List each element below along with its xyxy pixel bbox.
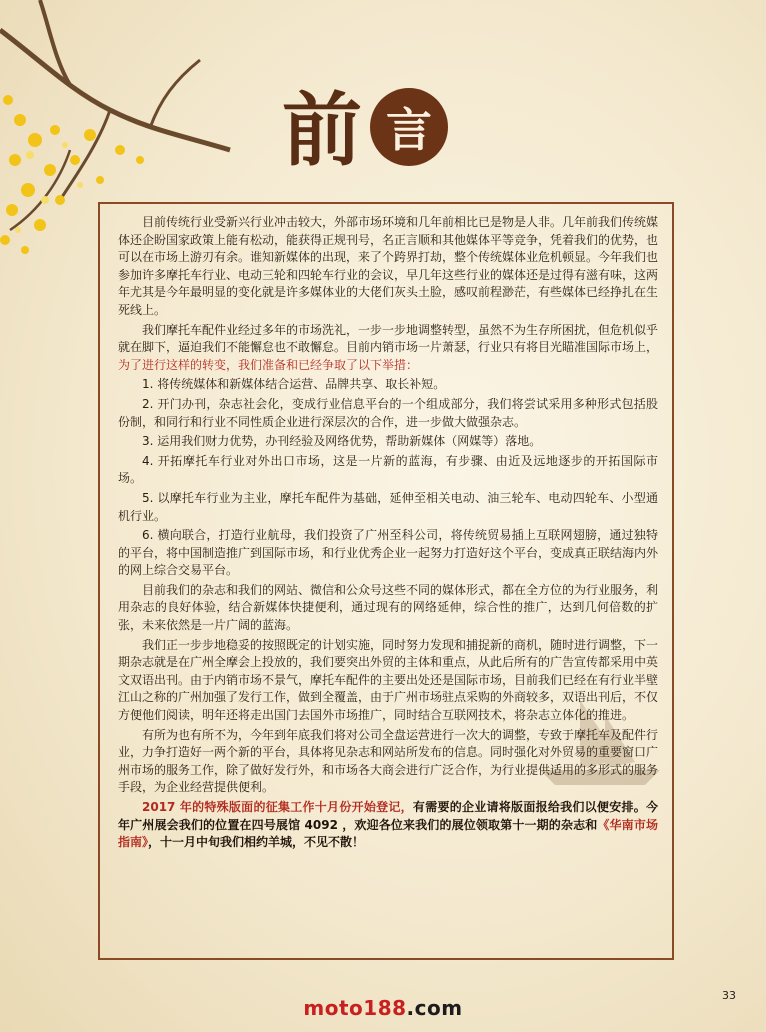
list-item: 6. 横向联合，打造行业航母，我们投资了广州至科公司，将传统贸易插上互联网翅膀，通过独特的平台，将中国制造推广到国际市场，和行业优秀企业一起努力打造好这个平台，变成真正联结海内外的网上综合交易平台。 — [118, 528, 659, 578]
title-char-qian: 前 — [282, 83, 362, 177]
list-item: 4. 开拓摩托车行业对外出口市场，这是一片新的蓝海，有步骤、由近及远地逐步的开拓国际市场。 — [118, 453, 658, 486]
preface-body — [118, 214, 658, 854]
paragraph-5: 有所为也有所不为，今年到年底我们将对公司全盘运营进行一次大的调整，专致于摩托车及配件行业，力争打造好一两个新的平台，具体将见杂志和网站所发布的信息。同时强化对外贸易的重要窗口广州市场的服务工作，除了做好发行外，和市场各大商会进行广泛合作，为行业提供适用的多形式的服务手段，为企业经营提供便利。 — [118, 727, 659, 795]
paragraph-2 — [118, 322, 658, 375]
website-name: moto188 — [303, 996, 407, 1020]
announcement-paragraph — [118, 799, 658, 852]
page-number: 33 — [722, 989, 736, 1002]
paragraph-2-text: 我们摩托车配件业经过多年的市场洗礼，一步一步地调整转型，虽然不为生存所困扰，但危机似乎就在脚下，逼迫我们不能懈怠也不敢懈怠。目前内销市场一片萧瑟，行业只有将目光瞄准国际市场上， — [118, 322, 659, 355]
announcement-red-2: 《华南市场指南》 — [118, 817, 658, 850]
announcement-text-1: 有需要的企业请将版面报给我们以便安排。今年广州展会我们的位置在四号展馆 4092 ，欢迎各位来我们的展位领取第十一期的杂志和 — [118, 800, 658, 832]
list-item: 2. 开门办刊，杂志社会化，变成行业信息平台的一个组成部分，我们将尝试采用多种形式包括股份制，和同行和行业不同性质企业进行深层次的合作，进一步做大做强杂志。 — [118, 396, 658, 429]
paragraph-4: 我们正一步步地稳妥的按照既定的计划实施，同时努力发现和捕捉新的商机，随时进行调整，下一期杂志就是在广州全摩会上投放的，我们要突出外贸的主体和重点，从此后所有的广告宣传都采用中英文双语出刊。由于内销市场不景气，摩托车配件的主要出处还是国际市场，目前我们已经在有行业半壁江山之称的广州加强了发行工作，做到全覆盖，由于广州市场驻点采购的外商较多，双语出刊后，不仅方便他们阅读，明年还将走出国门去国外市场推广，同时结合互联网技术，将杂志立体化的推进。 — [118, 637, 659, 723]
announcement-red-1: 2017 年的特殊版面的征集工作十月份开始登记， — [142, 800, 413, 814]
list-item: 5. 以摩托车行业为主业，摩托车配件为基础，延伸至相关电动、油三轮车、电动四轮车、小型通机行业。 — [118, 490, 658, 523]
paragraph-2-highlight: 为了进行这样的转变，我们准备和已经争取了以下举措： — [118, 357, 419, 372]
website-footer[interactable] — [0, 996, 766, 1020]
list-item: 1. 将传统媒体和新媒体结合运营、品牌共享、取长补短。 — [142, 377, 446, 392]
announcement-text-2: ，十一月中旬我们相约羊城，不见不散！ — [148, 835, 365, 850]
paragraph-3: 目前我们的杂志和我们的网站、微信和公众号这些不同的媒体形式，都在全方位的为行业服务，利用杂志的良好体验，结合新媒体快捷便利，通过现有的网络延伸，综合性的推广，达到几何倍数的扩张，未来依然是一片广阔的蓝海。 — [118, 582, 659, 633]
website-domain: .com — [406, 996, 463, 1020]
list-item: 3. 运用我们财力优势，办刊经验及网络优势，帮助新媒体（网媒等）落地。 — [142, 434, 542, 449]
title-char-yan-badge: 言 — [370, 88, 448, 166]
page-title — [282, 83, 448, 177]
paragraph-1: 目前传统行业受新兴行业冲击较大，外部市场环境和几年前相比已是物是人非。几年前我们传统媒体还企盼国家政策上能有松动，能获得正规刊号，名正言顺和其他媒体平等竞争，凭着我们的优势，也可以在市场上游刃有余。谁知新媒体的出现，来了个跨界打劫，整个传统媒体业危机顿显。今年我们也参加许多摩托车行业、电动三轮和四轮车行业的会议，早几年这些行业的媒体还是过得有滋有味，这两年尤其是今年最明显的变化就是许多媒体业的大佬们灰头土脸，感叹前程渺茫，有些媒体已经挣扎在生死线上。 — [118, 215, 659, 317]
